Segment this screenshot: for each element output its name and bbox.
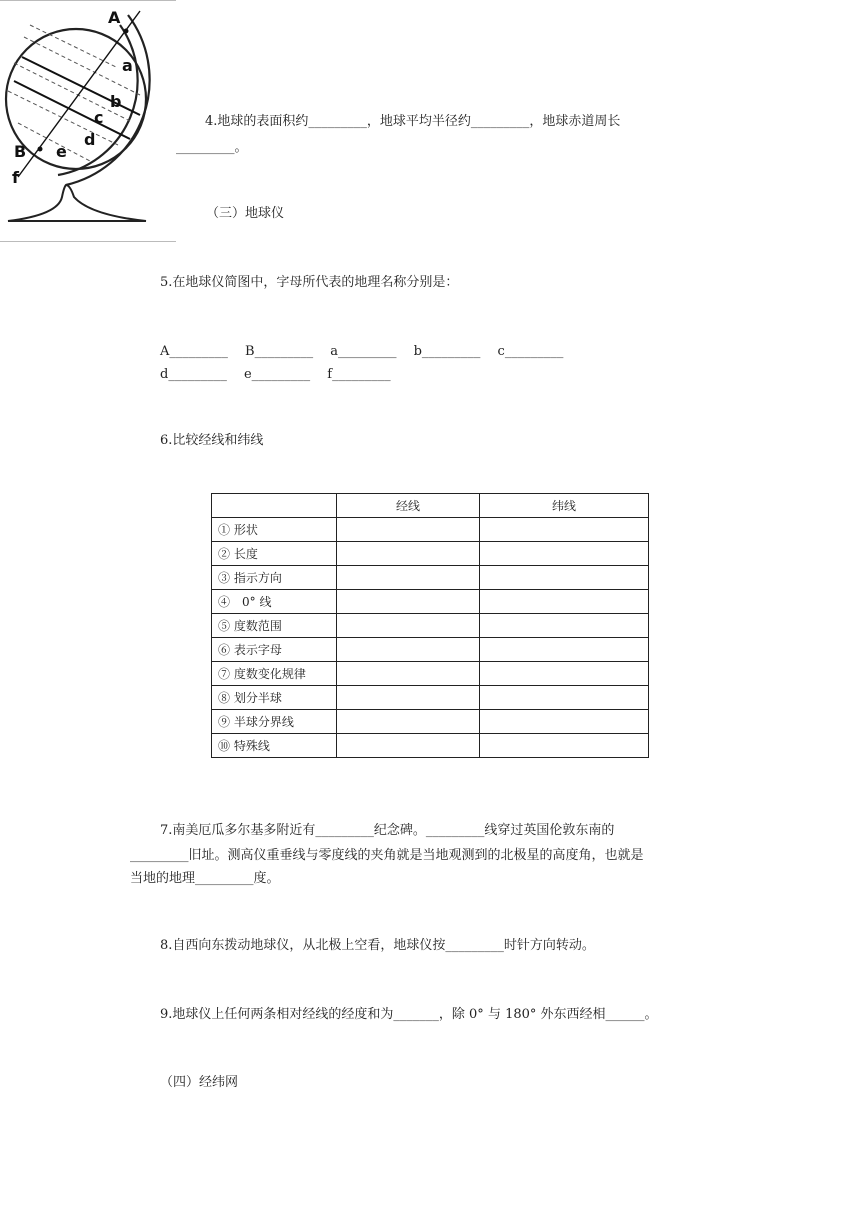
question-6-prompt: 6.比较经线和纬线	[160, 433, 264, 448]
answer-cell[interactable]	[480, 566, 649, 590]
south-pole-dot	[38, 147, 43, 152]
row-label: ① 形状	[212, 518, 337, 542]
figure-label: A	[108, 8, 121, 27]
row-label: ⑤ 度数范围	[212, 614, 337, 638]
table-row	[212, 542, 649, 566]
row-label: ⑨ 半球分界线	[212, 710, 337, 734]
answer-cell[interactable]	[480, 614, 649, 638]
answer-cell[interactable]	[337, 734, 480, 758]
row-label: ② 长度	[212, 542, 337, 566]
figure-label: B	[14, 142, 27, 161]
figure-label: c	[94, 108, 104, 127]
figure-label: f	[12, 168, 19, 187]
globe-drawing	[0, 1, 176, 241]
figure-label: b	[110, 92, 122, 111]
table-row	[212, 710, 649, 734]
meridian-ring	[58, 25, 138, 175]
question-5-blanks-row-1: A_________ B_________ a_________ b_________ c_________	[160, 344, 564, 359]
answer-cell[interactable]	[337, 518, 480, 542]
question-4-line-1: 4.地球的表面积约_________，地球平均半径约_________，地球赤道周长	[205, 114, 621, 129]
question-7-line-3: 当地的地理_________度。	[130, 871, 280, 886]
table-row	[212, 638, 649, 662]
answer-cell[interactable]	[337, 686, 480, 710]
section-3-heading: （三）地球仪	[206, 206, 285, 221]
table-row	[212, 614, 649, 638]
figure-label: a	[122, 56, 133, 75]
globe-diagram	[0, 0, 176, 242]
table-header-cell	[212, 494, 337, 518]
question-5-blanks-row-2: d_________ e_________ f_________	[160, 367, 391, 382]
table-row	[212, 734, 649, 758]
answer-cell[interactable]	[337, 542, 480, 566]
north-pole-dot	[124, 29, 129, 34]
question-9: 9.地球仪上任何两条相对经线的经度和为_______，除 0° 与 180° 外东西经相______。	[160, 1007, 658, 1022]
row-label: ⑦ 度数变化规律	[212, 662, 337, 686]
question-5-prompt: 5.在地球仪简图中，字母所代表的地理名称分别是：	[160, 275, 459, 290]
comparison-table	[211, 493, 649, 758]
answer-cell[interactable]	[337, 662, 480, 686]
table-row	[212, 662, 649, 686]
answer-cell[interactable]	[480, 710, 649, 734]
answer-cell[interactable]	[480, 662, 649, 686]
answer-cell[interactable]	[480, 638, 649, 662]
row-label: ⑧ 划分半球	[212, 686, 337, 710]
answer-cell[interactable]	[480, 590, 649, 614]
figure-label: d	[84, 130, 96, 149]
table-row	[212, 518, 649, 542]
table-header-cell: 纬线	[480, 494, 649, 518]
table-row	[212, 686, 649, 710]
question-7-line-1: 7.南美厄瓜多尔基多附近有_________纪念碑。_________线穿过英国伦敦东南的	[160, 823, 615, 838]
table-header-row	[212, 494, 649, 518]
table-header-cell: 经线	[337, 494, 480, 518]
question-8: 8.自西向东拨动地球仪，从北极上空看，地球仪按_________时针方向转动。	[160, 938, 595, 953]
answer-cell[interactable]	[480, 542, 649, 566]
answer-cell[interactable]	[337, 638, 480, 662]
row-label: ⑩ 特殊线	[212, 734, 337, 758]
section-4-heading: （四）经纬网	[160, 1075, 239, 1090]
row-label: ③ 指示方向	[212, 566, 337, 590]
row-label: ④ 0° 线	[212, 590, 337, 614]
question-7-line-2: _________旧址。测高仪重垂线与零度线的夹角就是当地观测到的北极星的高度角，也就是	[130, 848, 644, 863]
answer-cell[interactable]	[480, 734, 649, 758]
table-row	[212, 590, 649, 614]
answer-cell[interactable]	[480, 518, 649, 542]
answer-cell[interactable]	[337, 710, 480, 734]
question-4-line-2: _________。	[176, 140, 248, 155]
globe-stand	[8, 185, 146, 221]
figure-label: e	[56, 142, 67, 161]
answer-cell[interactable]	[337, 566, 480, 590]
table-row	[212, 566, 649, 590]
answer-cell[interactable]	[480, 686, 649, 710]
answer-cell[interactable]	[337, 614, 480, 638]
row-label: ⑥ 表示字母	[212, 638, 337, 662]
answer-cell[interactable]	[337, 590, 480, 614]
